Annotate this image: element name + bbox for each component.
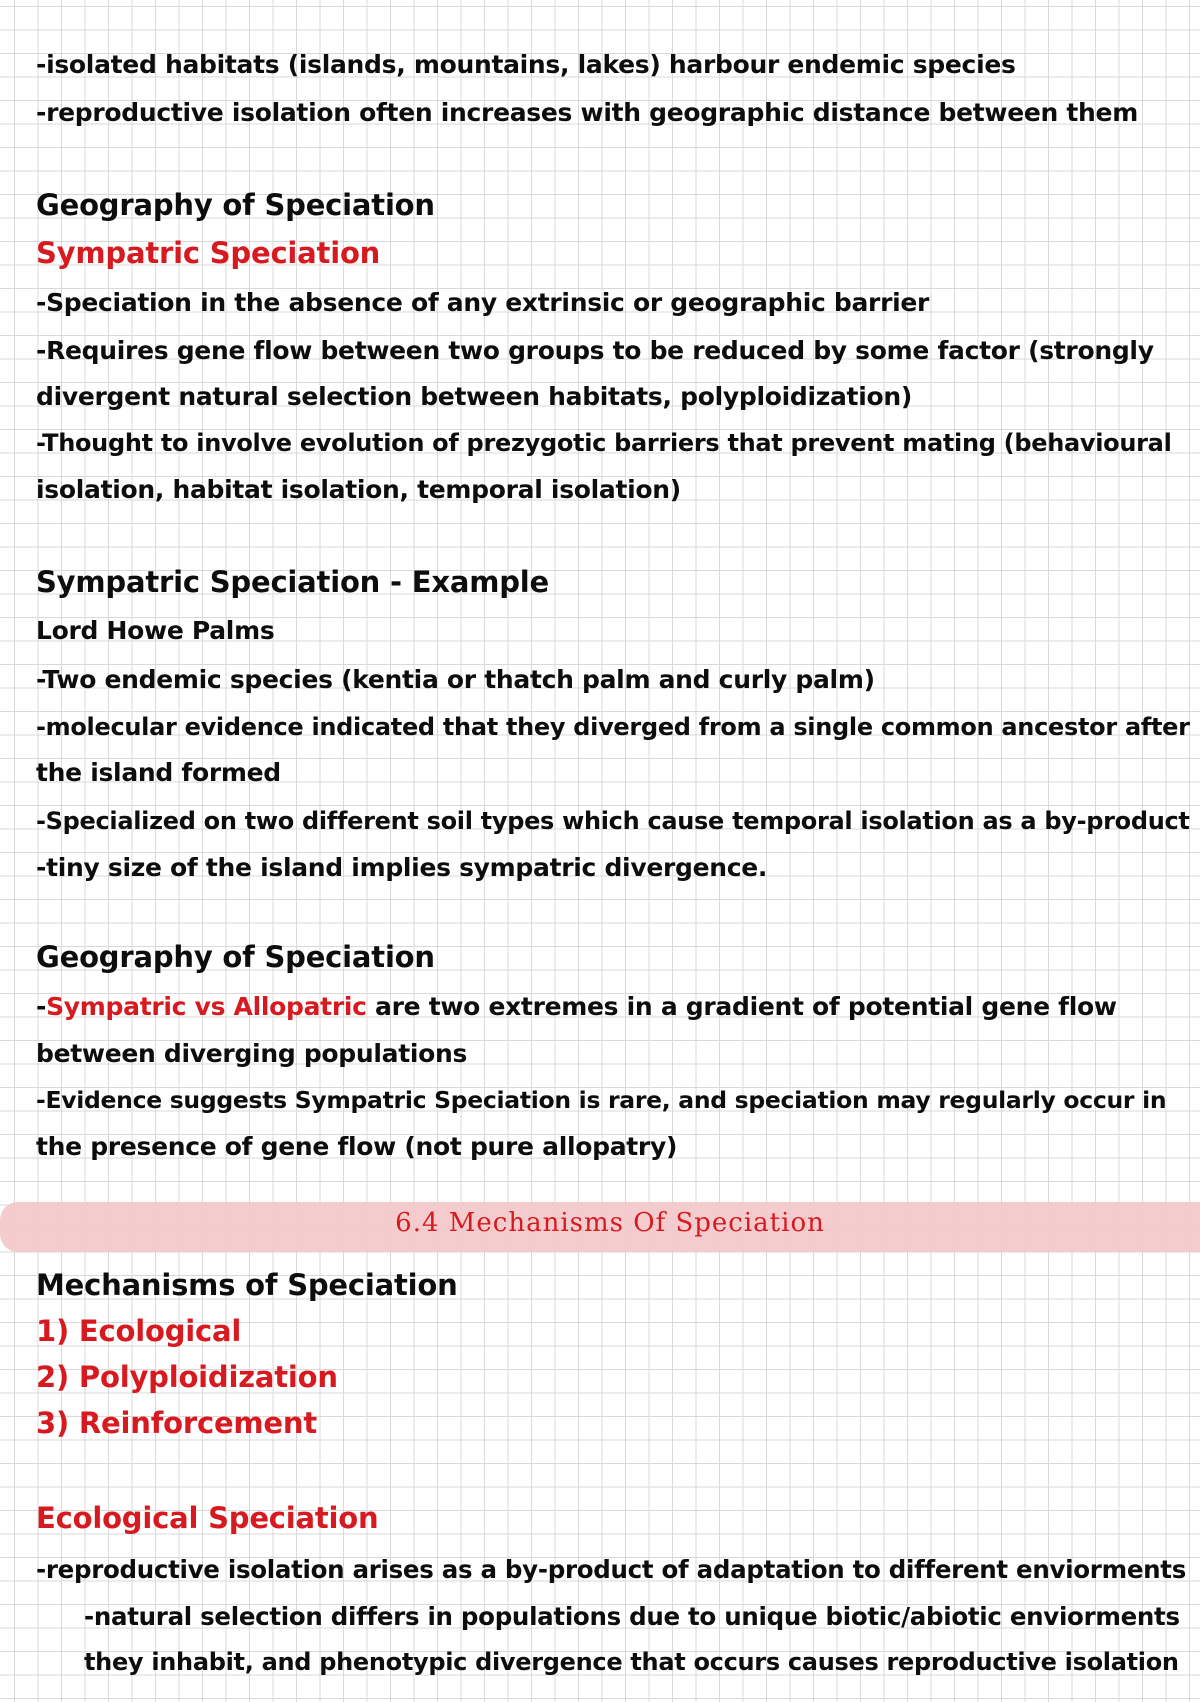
example-line-5: -tiny size of the island implies sympatric divergence.	[36, 853, 768, 882]
evidence-line-2: the presence of gene flow (not pure allopatry)	[36, 1132, 678, 1161]
mechanism-item-3: 3) Reinforcement	[36, 1406, 318, 1440]
example-heading: Sympatric Speciation - Example	[36, 565, 550, 599]
sympatric-line-1: -Speciation in the absence of any extrinsic or geographic barrier	[36, 288, 930, 317]
sympatric-line-5: isolation, habitat isolation, temporal isolation)	[36, 475, 681, 504]
mechanism-item-1: 1) Ecological	[36, 1314, 242, 1348]
example-line-3: the island formed	[36, 758, 281, 787]
gradient-dash: -	[36, 992, 47, 1021]
sympatric-line-2: -Requires gene flow between two groups to be reduced by some factor (strongly	[36, 336, 1154, 365]
geography-heading-2: Geography of Speciation	[36, 940, 435, 974]
mechanisms-heading: Mechanisms of Speciation	[36, 1268, 458, 1302]
mechanism-item-2: 2) Polyploidization	[36, 1360, 338, 1394]
example-line-2: -molecular evidence indicated that they diverged from a single common ancestor after	[36, 713, 1190, 741]
ecological-line-2: -natural selection differs in populations due to unique biotic/abiotic enviorments	[84, 1602, 1180, 1631]
section-title: 6.4 Mechanisms Of Speciation	[395, 1208, 825, 1238]
gradient-line-1	[36, 992, 1117, 1021]
example-subheading: Lord Howe Palms	[36, 616, 275, 645]
sympatric-line-3: divergent natural selection between habitats, polyploidization)	[36, 382, 912, 411]
evidence-line-1: -Evidence suggests Sympatric Speciation is rare, and speciation may regularly occur in	[36, 1086, 1167, 1114]
gradient-line-2: between diverging populations	[36, 1039, 468, 1068]
ecological-heading: Ecological Speciation	[36, 1501, 379, 1535]
geography-heading: Geography of Speciation	[36, 188, 435, 222]
intro-line-1: -isolated habitats (islands, mountains, lakes) harbour endemic species	[36, 50, 1016, 79]
example-line-1: -Two endemic species (kentia or thatch palm and curly palm)	[36, 665, 875, 694]
sympatric-heading: Sympatric Speciation	[36, 236, 381, 270]
sympatric-vs-allopatric: Sympatric vs Allopatric	[46, 992, 367, 1021]
intro-line-2: -reproductive isolation often increases with geographic distance between them	[36, 98, 1138, 127]
sympatric-line-4: -Thought to involve evolution of prezygotic barriers that prevent mating (behavioural	[36, 429, 1172, 457]
ecological-line-1: -reproductive isolation arises as a by-product of adaptation to different enviorments	[36, 1555, 1186, 1584]
ecological-line-3: they inhabit, and phenotypic divergence that occurs causes reproductive isolation	[84, 1648, 1179, 1676]
example-line-4: -Specialized on two different soil types which cause temporal isolation as a by-product	[36, 807, 1190, 835]
gradient-rest: are two extremes in a gradient of potential gene flow	[366, 992, 1117, 1021]
